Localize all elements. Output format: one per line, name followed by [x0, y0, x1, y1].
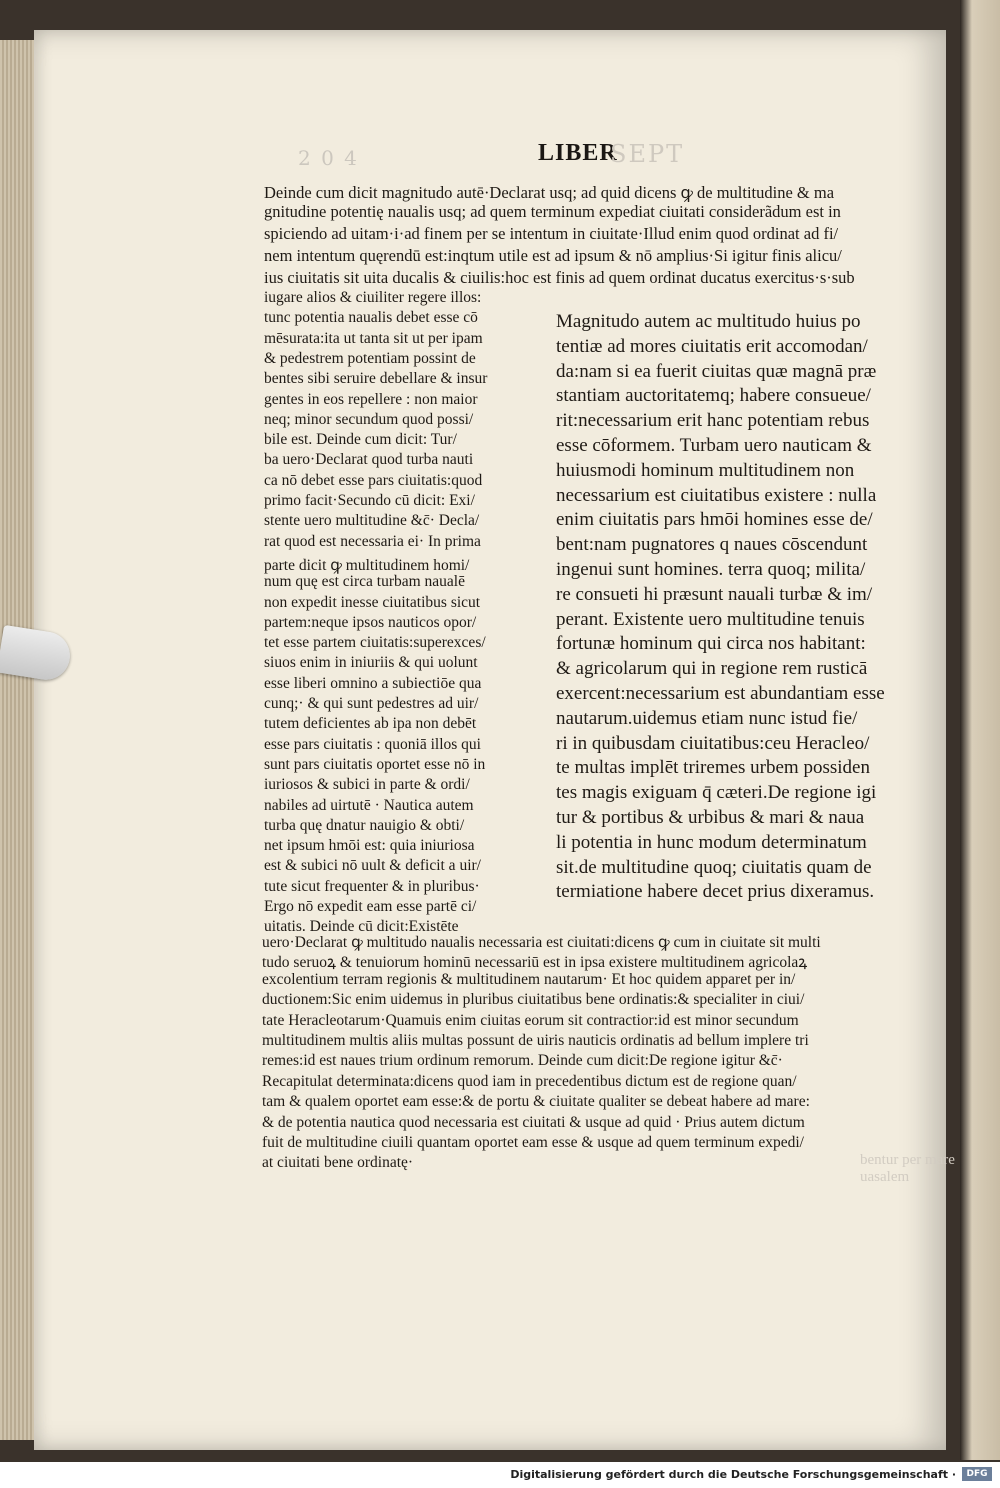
text-line: ductionem:Sic enim uidemus in pluribus ciuitatibus bene ordinatis:& specialiter in ciui/: [262, 991, 805, 1009]
text-line: esse pars ciuitatis : quoniā illos qui: [264, 735, 481, 753]
text-line: termiatione habere decet prius dixeramus.: [556, 881, 875, 903]
text-line: & pedestrem potentiam possint de: [264, 349, 476, 367]
text-line: bentes sibi seruire debellare & insur: [264, 370, 488, 388]
next-page-edge: [960, 0, 1000, 1460]
text-line: tam & qualem oportet eam esse:& de portu & ciuitate qualiter se debeat habere ad mare:: [262, 1093, 810, 1111]
text-line: iuriosos & subici in parte & ordi/: [264, 776, 470, 794]
text-line: mēsurata:ita ut tanta sit ut per ipam: [264, 329, 483, 347]
text-line: enim ciuitatis pars hmōi homines esse de/: [556, 509, 873, 531]
text-line: necessarium est ciuitatibus existere : nulla: [556, 484, 877, 506]
text-line: fortunæ hominum qui circa nos habitant:: [556, 633, 866, 655]
text-line: iugare alios & ciuiliter regere illos:: [264, 289, 482, 306]
text-line: num quę est circa turbam naualē: [264, 573, 465, 591]
text-line: tate Heracleotarum·Quamuis enim ciuitas eorum sit contractior:id est minor secundum: [262, 1011, 799, 1029]
text-line: tunc potentia naualis debet esse cō: [264, 309, 478, 327]
text-line: cunq;· & qui sunt pedestres ad uir/: [264, 695, 479, 712]
text-line: li potentia in hunc modum determinatum: [556, 831, 867, 853]
text-line: esse liberi omnino a subiectiōe qua: [264, 674, 482, 692]
text-line: gnitudine potentię naualis usq; ad quem terminum expediat ciuitati considerãdum est in: [264, 202, 841, 221]
text-line: at ciuitati bene ordinatę·: [262, 1154, 414, 1172]
text-line: partem:neque ipsos nauticos opor/: [264, 613, 477, 631]
text-line: tet esse partem ciuitatis:superexces/: [264, 634, 486, 652]
text-line: Deinde cum dicit magnitudo autē·Declarat usq; ad quid dicens ꝙ de multitudine & ma: [264, 183, 835, 202]
text-line: nem intentum quęrendū est:inqtum utile est ad ipsum & nō amplius·Si igitur finis alicu/: [264, 246, 842, 265]
text-line: gentes in eos repellere : non maior: [264, 390, 478, 408]
text-line: stente uero multitudine &c̄· Decla/: [264, 512, 480, 530]
text-line: re consueti hi præsunt nauali turbæ & im/: [556, 583, 873, 605]
text-line: nabiles ad uirtutē · Nautica autem: [264, 796, 474, 814]
text-line: ca nō debet esse pars ciuitatis:quod: [264, 471, 483, 489]
text-line: parte dicit ꝙ multitudinem homi/: [264, 556, 470, 574]
text-line: turba quę dnatur nauigio & obti/: [264, 816, 465, 834]
text-line: siuos enim in iniuriis & qui uolunt: [264, 654, 478, 672]
text-line: da:nam si ea fuerit ciuitas quæ magnā præ: [556, 360, 877, 382]
text-line: uitatis. Deinde cū dicit:Existēte: [264, 918, 459, 936]
text-line: tudo seruoꝝ & tenuiorum hominū necessariū est in ipsa existere multitudinem agricolaꝝ: [262, 954, 808, 972]
text-line: Magnitudo autem ac multitudo huius po: [556, 311, 861, 332]
text-line: tes magis exiguam q̄ cæteri.De regione igi: [556, 782, 877, 804]
footer-bar: [0, 1462, 1000, 1488]
text-line: & agricolarum qui in regione rem rusticā: [556, 658, 868, 680]
text-line: bent:nam pugnatores q naues cōscendunt: [556, 534, 868, 556]
text-line: Recapitulat determinata:dicens quod iam in precedentibus dictum est de regione quan/: [262, 1072, 797, 1090]
text-line: excolentium terram regionis & multitudinem nautarum· Et hoc quidem apparet per in/: [262, 970, 796, 988]
text-line: uero·Declarat ꝙ multitudo naualis necessaria est ciuitati:dicens ꝙ cum in ciuitate sit multi: [262, 934, 821, 951]
text-line: huiusmodi hominum multitudinem non: [556, 459, 855, 481]
text-line: ba uero·Declarat quod turba nauti: [264, 451, 474, 469]
text-line: exercent:necessarium est abundantiam esse: [556, 683, 885, 704]
text-line: bile est. Deinde cum dicit: Tur/: [264, 431, 457, 449]
text-line: perant. Existente uero multitudine tenuis: [556, 608, 865, 630]
text-line: te multas implēt triremes urbem possiden: [556, 757, 870, 779]
text-line: tur & portibus & urbibus & mari & naua: [556, 807, 865, 828]
text-line: non expedit inesse ciuitatibus sicut: [264, 593, 481, 611]
show-through-head: SEPT: [610, 140, 685, 168]
text-line: ius ciuitatis sit uita ducalis & ciuilis:hoc est finis ad quem ordinat ducatus exercitus·s·sub: [264, 268, 855, 287]
text-line: remes:id est naues trium ordinum remorum. Deinde cum dicit:De regione igitur &c̄·: [262, 1052, 783, 1070]
page-number: 2 0 4: [298, 146, 359, 170]
text-line: net ipsum hmōi est: quia iniuriosa: [264, 837, 475, 855]
text-line: Ergo nō expedit eam esse partē ci/: [264, 898, 477, 915]
text-line: spiciendo ad uitam·i·ad finem per se intentum in ciuitate·Illud enim quod ordinat ad fi/: [264, 224, 839, 243]
text-line: primo facit·Secundo cū dicit: Exi/: [264, 492, 475, 509]
text-line: esse cōformem. Turbam uero nauticam &: [556, 435, 872, 456]
show-through-text: bentur per mare uasalem: [860, 1152, 955, 1185]
text-line: tute sicut frequenter & in pluribus·: [264, 877, 480, 895]
text-line: multitudinem multis aliis multas possunt de uiris nauticis ordinatis ad bellum implere tri: [262, 1032, 809, 1049]
text-line: stantiam auctoritatemq; habere consueue/: [556, 385, 871, 407]
text-line: & de potentia nautica quod necessaria est ciuitati & usque ad quid · Prius autem dictum: [262, 1113, 805, 1131]
text-line: sit.de multitudine quoq; ciuitatis quam de: [556, 856, 872, 878]
text-line: ingenui sunt homines. terra quoq; milita/: [556, 559, 866, 580]
text-line: rit:necessarium erit hanc potentiam rebus: [556, 410, 870, 432]
text-line: ri in quibusdam ciuitatibus:ceu Heracleo/: [556, 732, 870, 754]
text-line: tutem deficientes ab ipa non debēt: [264, 715, 477, 733]
text-line: rat quod est necessaria ei· In prima: [264, 532, 481, 550]
text-line: est & subici nō uult & deficit a uir/: [264, 857, 481, 875]
text-line: fuit de multitudine ciuili quantam oportet eam esse & usque ad quem terminum expedi/: [262, 1134, 804, 1151]
text-line: tentiæ ad mores ciuitatis erit accomodan/: [556, 335, 868, 357]
running-head: LIBER: [538, 140, 618, 166]
text-line: nautarum.uidemus etiam nunc istud fie/: [556, 707, 858, 729]
text-line: neq; minor secundum quod possi/: [264, 410, 474, 428]
funding-credit: Digitalisierung gefördert durch die Deutsche Forschungsgemeinschaft ·: [510, 1468, 956, 1481]
dfg-logo: DFG: [962, 1467, 992, 1481]
text-line: sunt pars ciuitatis oportet esse nō in: [264, 755, 486, 773]
